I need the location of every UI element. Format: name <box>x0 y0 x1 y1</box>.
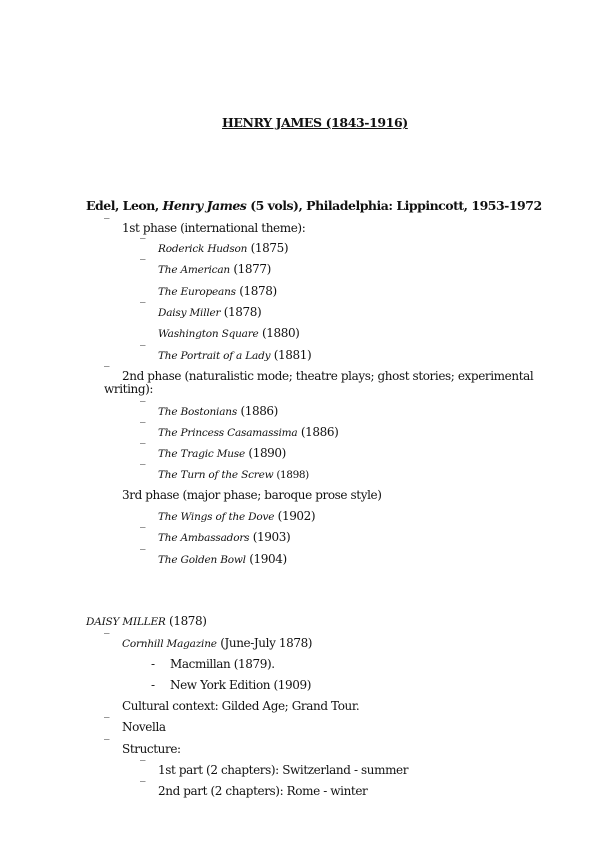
work-item: Roderick Hudson (1875) <box>158 241 289 255</box>
sub-item: Macmillan (1879). <box>170 657 275 671</box>
structure-part: 2nd part (2 chapters): Rome - winter <box>158 784 368 798</box>
section-heading: DAISY MILLER (1878) <box>86 614 207 628</box>
dash-marker: ‾ <box>104 716 110 729</box>
publication-item: Cornhill Magazine (June-July 1878) <box>122 636 313 650</box>
dash-marker: ‾ <box>104 217 110 230</box>
phase3-label: 3rd phase (major phase; baroque prose style) <box>122 488 382 502</box>
reference-author: Edel, Leon, <box>86 198 163 213</box>
work-item: The Europeans (1878) <box>158 284 277 298</box>
novella-item: Novella <box>122 720 166 734</box>
context-line: Cultural context: Gilded Age; Grand Tour. <box>122 699 360 713</box>
sub-item: New York Edition (1909) <box>170 678 312 692</box>
phase1-label: 1st phase (international theme): <box>122 221 306 235</box>
structure-part: 1st part (2 chapters): Switzerland - summer <box>158 763 409 777</box>
work-item: The Wings of the Dove (1902) <box>158 509 316 523</box>
work-item: The Ambassadors (1903) <box>158 530 291 544</box>
dash-marker: ‾ <box>140 526 146 539</box>
dash-marker: ‾ <box>140 463 146 476</box>
work-item: The Bostonians (1886) <box>158 404 278 418</box>
phase2-label-line2: writing): <box>104 382 154 396</box>
dash-marker: ‾ <box>140 237 146 250</box>
work-item: Daisy Miller (1878) <box>158 305 262 319</box>
dash-marker: ‾ <box>140 258 146 271</box>
dash-marker: ‾ <box>140 301 146 314</box>
reference-line <box>86 199 542 213</box>
reference-work: Henry James <box>162 198 247 213</box>
dash-marker: ‾ <box>140 548 146 561</box>
work-item: The American (1877) <box>158 262 271 276</box>
dash-marker: ‾ <box>140 442 146 455</box>
dash-marker: ‾ <box>140 400 146 413</box>
dash-marker: ‾ <box>140 421 146 434</box>
work-item: The Golden Bowl (1904) <box>158 552 287 566</box>
dash-marker: ‾ <box>140 780 146 793</box>
work-item: Washington Square (1880) <box>158 326 300 340</box>
work-item: The Princess Casamassima (1886) <box>158 425 339 439</box>
dash-marker: ‾ <box>140 344 146 357</box>
sub-marker: - <box>151 678 155 692</box>
work-item: The Turn of the Screw (1898) <box>158 469 309 481</box>
structure-item: Structure: <box>122 742 181 756</box>
reference-details: (5 vols), Philadelphia: Lippincott, 1953-1972 <box>246 198 542 213</box>
work-item: The Tragic Muse (1890) <box>158 446 286 460</box>
dash-marker: ‾ <box>104 365 110 378</box>
sub-marker: - <box>151 657 155 671</box>
dash-marker: ‾ <box>104 632 110 645</box>
page-title: HENRY JAMES (1843-1916) <box>222 115 408 130</box>
work-item: The Portrait of a Lady (1881) <box>158 348 312 362</box>
phase2-label-line1: 2nd phase (naturalistic mode; theatre plays; ghost stories; experimental <box>122 369 534 383</box>
dash-marker: ‾ <box>104 738 110 751</box>
dash-marker: ‾ <box>140 759 146 772</box>
